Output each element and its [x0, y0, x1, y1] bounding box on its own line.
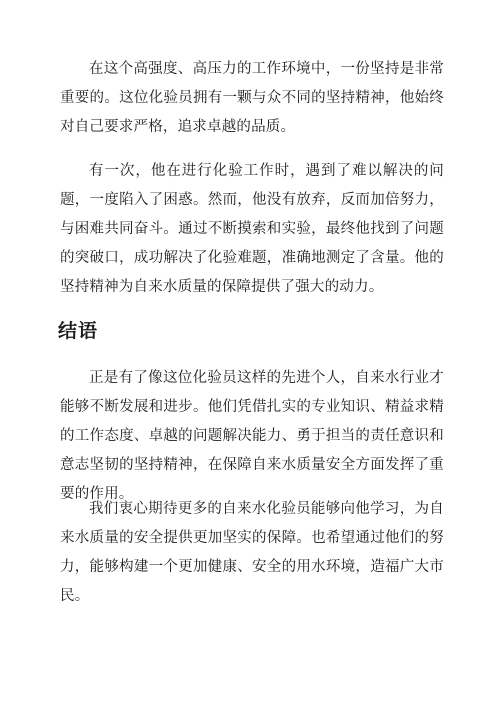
conclusion-paragraph-hope: 我们衷心期待更多的自来水化验员能够向他学习，为自来水质量的安全提供更加坚实的保障。也希望通过他们的努力，能够构建一个更加健康、安全的用水环境，造福广大市民。 — [60, 501, 444, 604]
conclusion-paragraph-industry: 正是有了像这位化验员这样的先进个人，自来水行业才能够不断发展和进步。他们凭借扎实的专业知识、精益求精的工作态度、卓越的问题解决能力、勇于担当的责任意识和意志坚韧的坚持精神，在保障自来水质量安全方面发挥了重要的作用。 — [60, 370, 444, 502]
body-paragraph-persistence: 在这个高强度、高压力的工作环境中，一份坚持是非常重要的。这位化验员拥有一颗与众不同的坚持精神，他始终对自己要求严格，追求卓越的品质。 — [60, 61, 444, 135]
body-paragraph-anecdote: 有一次，他在进行化验工作时，遇到了难以解决的问题，一度陷入了困惑。然而，他没有放弃，反而加倍努力，与困难共同奋斗。通过不断摸索和实验，最终他找到了问题的突破口，成功解决了化验难题，准确地测定了含量。他的坚持精神为自来水质量的保障提供了强大的动力。 — [60, 163, 444, 295]
section-heading-conclusion: 结语 — [58, 320, 99, 342]
